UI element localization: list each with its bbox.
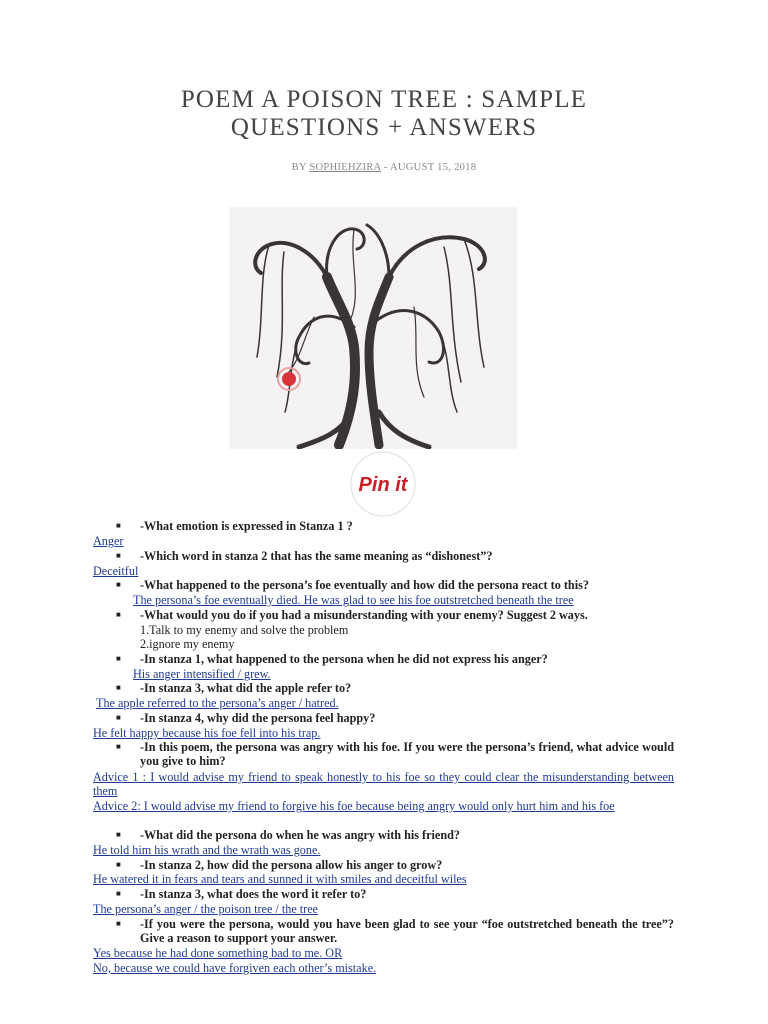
question-3: ■ -What happened to the persona’s foe eventually and how did the persona react to this? [116,578,589,592]
answer-8b: Advice 2: I would advise my friend to forgive his foe because being angry would only hurt him and his foe [93,799,615,813]
author-link[interactable]: SOPHIEHZIRA [309,162,381,173]
post-title [0,86,768,142]
post-title-line2: QUESTIONS + ANSWERS [230,114,538,141]
pin-it-label: Pin it [358,474,408,496]
bullet-icon: ■ [116,830,121,839]
bullet-icon: ■ [116,654,121,663]
answer-5: His anger intensified / grew. [133,667,271,681]
bullet-icon: ■ [116,919,121,928]
bullet-icon: ■ [116,713,121,722]
pin-it-button[interactable] [345,451,421,517]
bullet-icon: ■ [116,610,121,619]
answer-2: Deceitful [93,564,139,578]
answer-3: The persona’s foe eventually died. He was glad to see his foe outstretched beneath the tree [133,593,574,607]
question-8: ■ -In this poem, the persona was angry with his foe. If you were the persona’s friend, what advice would you give to him? [116,740,674,768]
question-12: ■ -If you were the persona, would you have been glad to see your “foe outstretched beneath the tree”? Give a reason to support your answer. [116,917,674,945]
answer-6: The apple referred to the persona’s anger / hatred. [96,696,339,710]
post-title-line1: POEM A POISON TREE : SAMPLE [180,86,588,113]
answer-12b: No, because we could have forgiven each other’s mistake. [93,961,377,975]
question-2: ■ -Which word in stanza 2 that has the same meaning as “dishonest”? [116,549,493,563]
question-11: ■ -In stanza 3, what does the word it refer to? [116,887,367,901]
byline-by: BY [291,162,307,173]
answer-11: The persona’s anger / the poison tree / the tree [93,902,319,916]
question-6: ■ -In stanza 3, what did the apple refer to? [116,681,352,695]
answer-12a: Yes because he had done something bad to me. OR [93,946,343,960]
question-9: ■ -What did the persona do when he was angry with his friend? [116,828,460,842]
bullet-icon: ■ [116,580,121,589]
answer-8a: Advice 1 : I would advise my friend to speak honestly to his foe so they could clear the misunderstanding between them [93,770,674,798]
bullet-icon: ■ [116,742,121,751]
bullet-icon: ■ [116,860,121,869]
post-date: - AUGUST 15, 2018 [380,162,477,173]
answer-7: He felt happy because his foe fell into his trap. [93,726,321,740]
question-1: ■ -What emotion is expressed in Stanza 1 ? [116,519,353,533]
poison-tree-illustration [229,207,517,449]
question-4: ■ -What would you do if you had a misunderstanding with your enemy? Suggest 2 ways. [116,608,588,622]
bullet-icon: ■ [116,683,121,692]
question-5: ■ -In stanza 1, what happened to the persona when he did not express his anger? [116,652,548,666]
bullet-icon: ■ [116,551,121,560]
answer-4a: 1.Talk to my enemy and solve the problem [140,623,349,637]
answer-1: Anger [93,534,124,548]
post-byline [0,162,768,173]
question-7: ■ -In stanza 4, why did the persona feel happy? [116,711,376,725]
answer-4b: 2.ignore my enemy [140,637,235,651]
answer-9: He told him his wrath and the wrath was gone. [93,843,321,857]
bullet-icon: ■ [116,521,121,530]
bullet-icon: ■ [116,889,121,898]
question-10: ■ -In stanza 2, how did the persona allow his anger to grow? [116,858,443,872]
answer-10: He watered it in fears and tears and sunned it with smiles and deceitful wiles [93,872,467,886]
